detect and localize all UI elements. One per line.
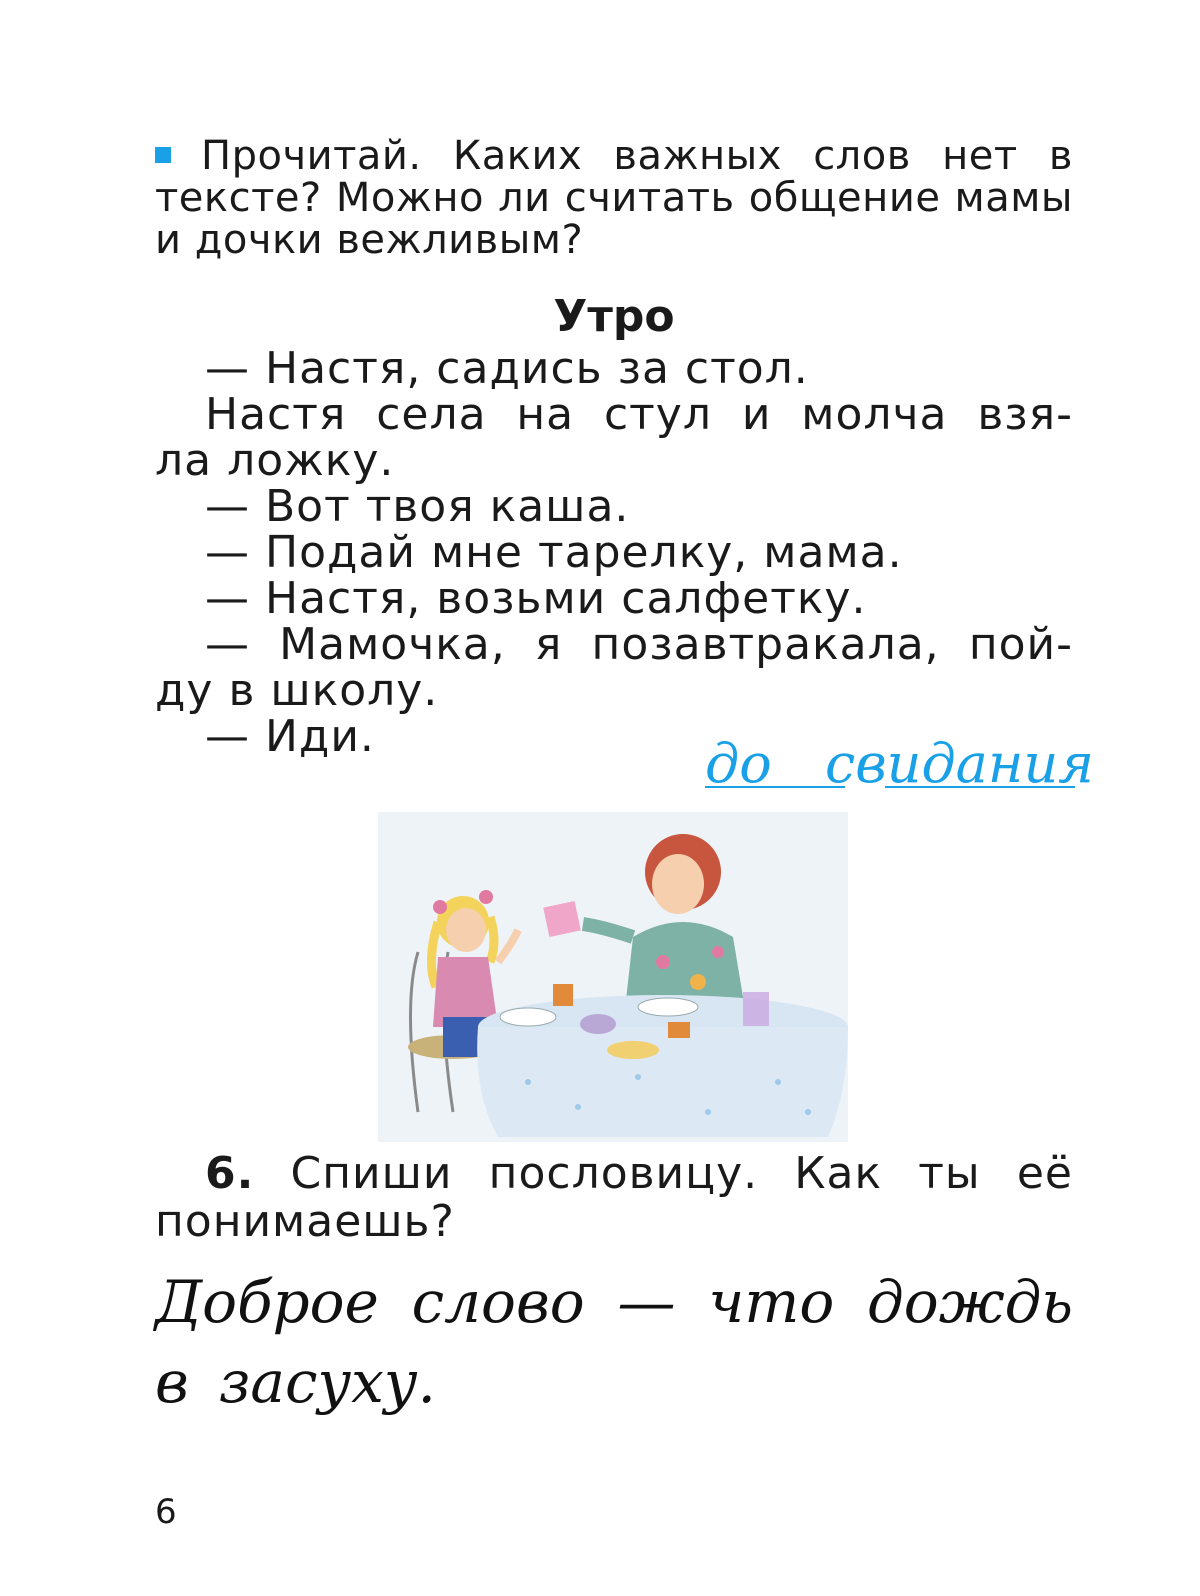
proverb-word: слово [411,1268,585,1336]
proverb-word: что [708,1268,835,1336]
story-line: ла ложку. [155,435,395,486]
breakfast-illustration [378,812,848,1142]
proverb-word: дождь [867,1268,1073,1336]
proverb-word: в [155,1348,189,1416]
task-6 [155,1150,1073,1246]
story-text [155,343,1073,762]
handwritten-proverb [155,1262,1073,1422]
story-line: — Мамочка, я позавтракала, пой- [205,619,1073,670]
hint-word-2: свидания [825,732,1094,795]
page-number: 6 [155,1492,177,1532]
proverb-line-2 [155,1342,1073,1422]
story-line: — Настя, возьми салфетку. [205,573,867,624]
task-marker-square [155,147,171,163]
task-intro [155,135,1073,261]
hint-word-1: до [705,732,772,795]
story-line: ду в школу. [155,665,439,716]
hint-underline [885,786,1075,788]
task-6-number: 6. [205,1148,255,1199]
story-title: Утро [553,291,675,342]
story-line: — Подай мне тарелку, мама. [205,527,903,578]
handwritten-hint [705,724,1094,804]
story-line: — Иди. [205,711,375,762]
story-line: — Вот твоя каша. [205,481,630,532]
proverb-word: Доброе [155,1268,379,1336]
proverb-word: — [617,1268,676,1336]
task-intro-text: Прочитай. Каких важных слов нет в тексте? Можно ли считать общение мамы и дочки вежливым? [155,133,1073,263]
proverb-line-1 [155,1262,1073,1342]
story-line: — Настя, садись за стол. [205,343,809,394]
proverb-word: засуху. [218,1348,436,1416]
hint-underline [705,786,845,788]
task-6-text: Спиши пословицу. Как ты её понимаешь? [155,1148,1073,1247]
story-line: Настя села на стул и молча взя- [205,389,1073,440]
